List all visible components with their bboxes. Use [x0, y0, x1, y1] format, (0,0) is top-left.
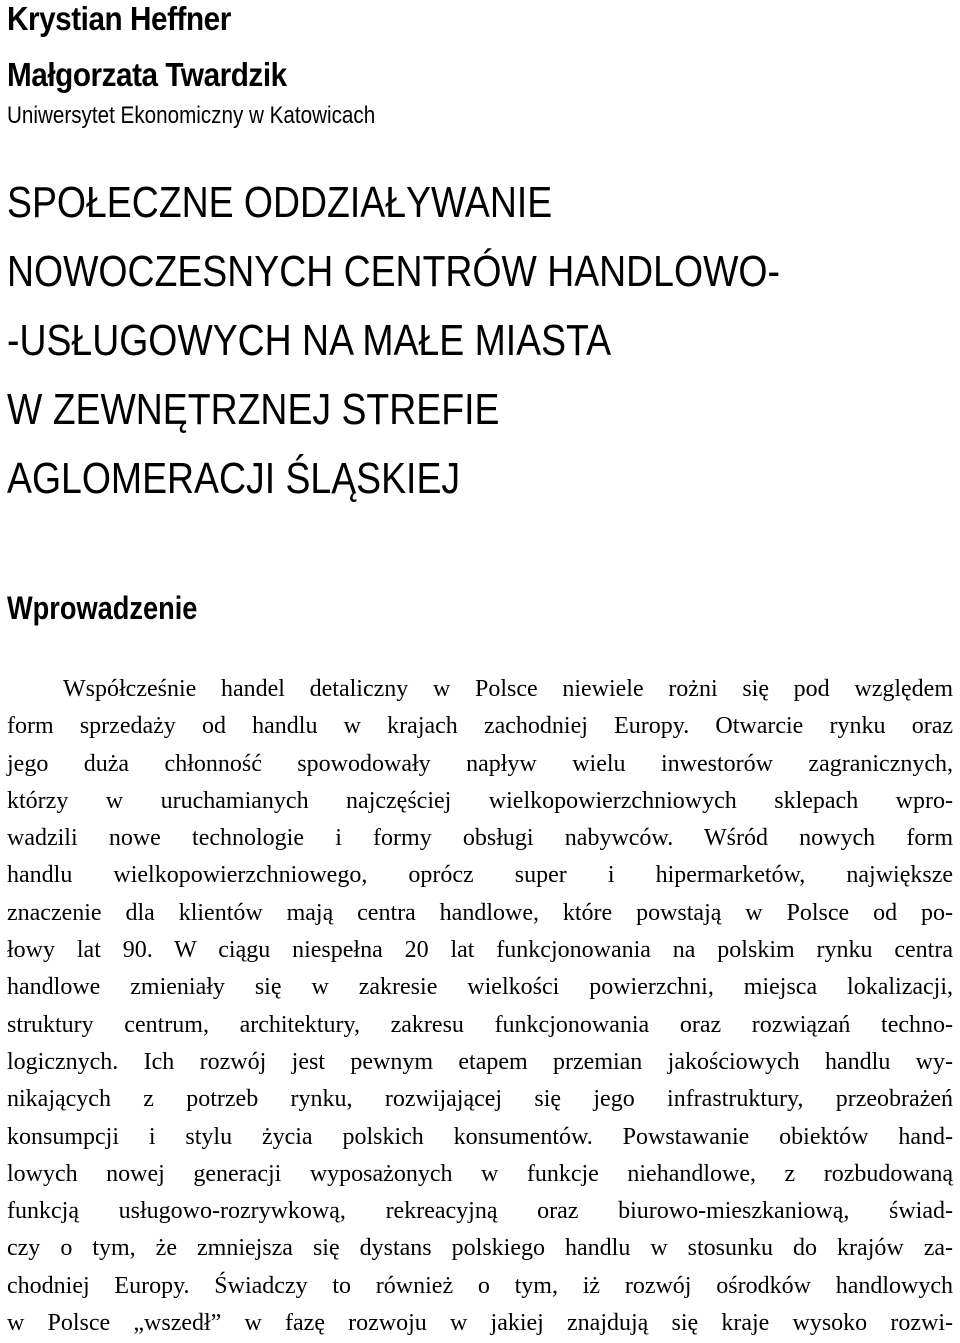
author-affiliation: Uniwersytet Ekonomiczny w Katowicach — [7, 102, 376, 129]
paragraph-line: logicznych. Ich rozwój jest pewnym etapem przemian jakościowych handlu wy- — [7, 1048, 953, 1075]
paragraph-line: struktury centrum, architektury, zakresu funkcjonowania oraz rozwiązań techno- — [7, 1011, 953, 1038]
paragraph-line: którzy w uruchamianych najczęściej wielkopowierzchniowych sklepach wpro- — [7, 787, 953, 814]
paragraph-line: konsumpcji i stylu życia polskich konsumentów. Powstawanie obiektów hand- — [7, 1123, 953, 1150]
paragraph-line: Współcześnie handel detaliczny w Polsce niewiele rożni się pod względem — [63, 676, 953, 702]
body-paragraph — [7, 671, 953, 1342]
section-heading: Wprowadzenie — [7, 590, 198, 626]
title-line: AGLOMERACJI ŚLĄSKIEJ — [7, 454, 461, 503]
paragraph-line: jego duża chłonność spowodowały napływ wielu inwestorów zagranicznych, — [7, 750, 953, 777]
paragraph-line: handlu wielkopowierzchniowego, oprócz super i hipermarketów, największe — [7, 862, 953, 889]
paragraph-line: funkcją usługowo-rozrywkową, rekreacyjną oraz biurowo-mieszkaniową, świad- — [7, 1198, 953, 1225]
paragraph-line: w Polsce „wszedł” w fazę rozwoju w jakiej znajdują się kraje wysoko rozwi- — [7, 1310, 953, 1337]
title-line: SPOŁECZNE ODDZIAŁYWANIE — [7, 178, 553, 227]
paragraph-line: form sprzedaży od handlu w krajach zachodniej Europy. Otwarcie rynku oraz — [7, 713, 953, 740]
title-line: W ZEWNĘTRZNEJ STREFIE — [7, 385, 500, 434]
paragraph-line: znaczenie dla klientów mają centra handlowe, które powstają w Polsce od po- — [7, 899, 953, 926]
title-line: -USŁUGOWYCH NA MAŁE MIASTA — [7, 316, 612, 365]
author-name: Małgorzata Twardzik — [7, 56, 287, 93]
author-name: Krystian Heffner — [7, 0, 231, 37]
paragraph-line: lowych nowej generacji wyposażonych w funkcje niehandlowe, z rozbudowaną — [7, 1160, 953, 1187]
paper-title — [7, 168, 953, 513]
paragraph-line: handlowe zmieniały się w zakresie wielkości powierzchni, miejsca lokalizacji, — [7, 974, 953, 1001]
paragraph-line: wadzili nowe technologie i formy obsługi nabywców. Wśród nowych form — [7, 825, 953, 852]
paragraph-line: łowy lat 90. W ciągu niespełna 20 lat funkcjonowania na polskim rynku centra — [7, 937, 953, 964]
title-line: NOWOCZESNYCH CENTRÓW HANDLOWO- — [7, 247, 780, 296]
paragraph-line: nikających z potrzeb rynku, rozwijającej się jego infrastruktury, przeobrażeń — [7, 1086, 953, 1113]
paragraph-line: chodniej Europy. Świadczy to również o tym, iż rozwój ośrodków handlowych — [7, 1272, 953, 1299]
paragraph-line: czy o tym, że zmniejsza się dystans polskiego handlu w stosunku do krajów za- — [7, 1235, 953, 1262]
